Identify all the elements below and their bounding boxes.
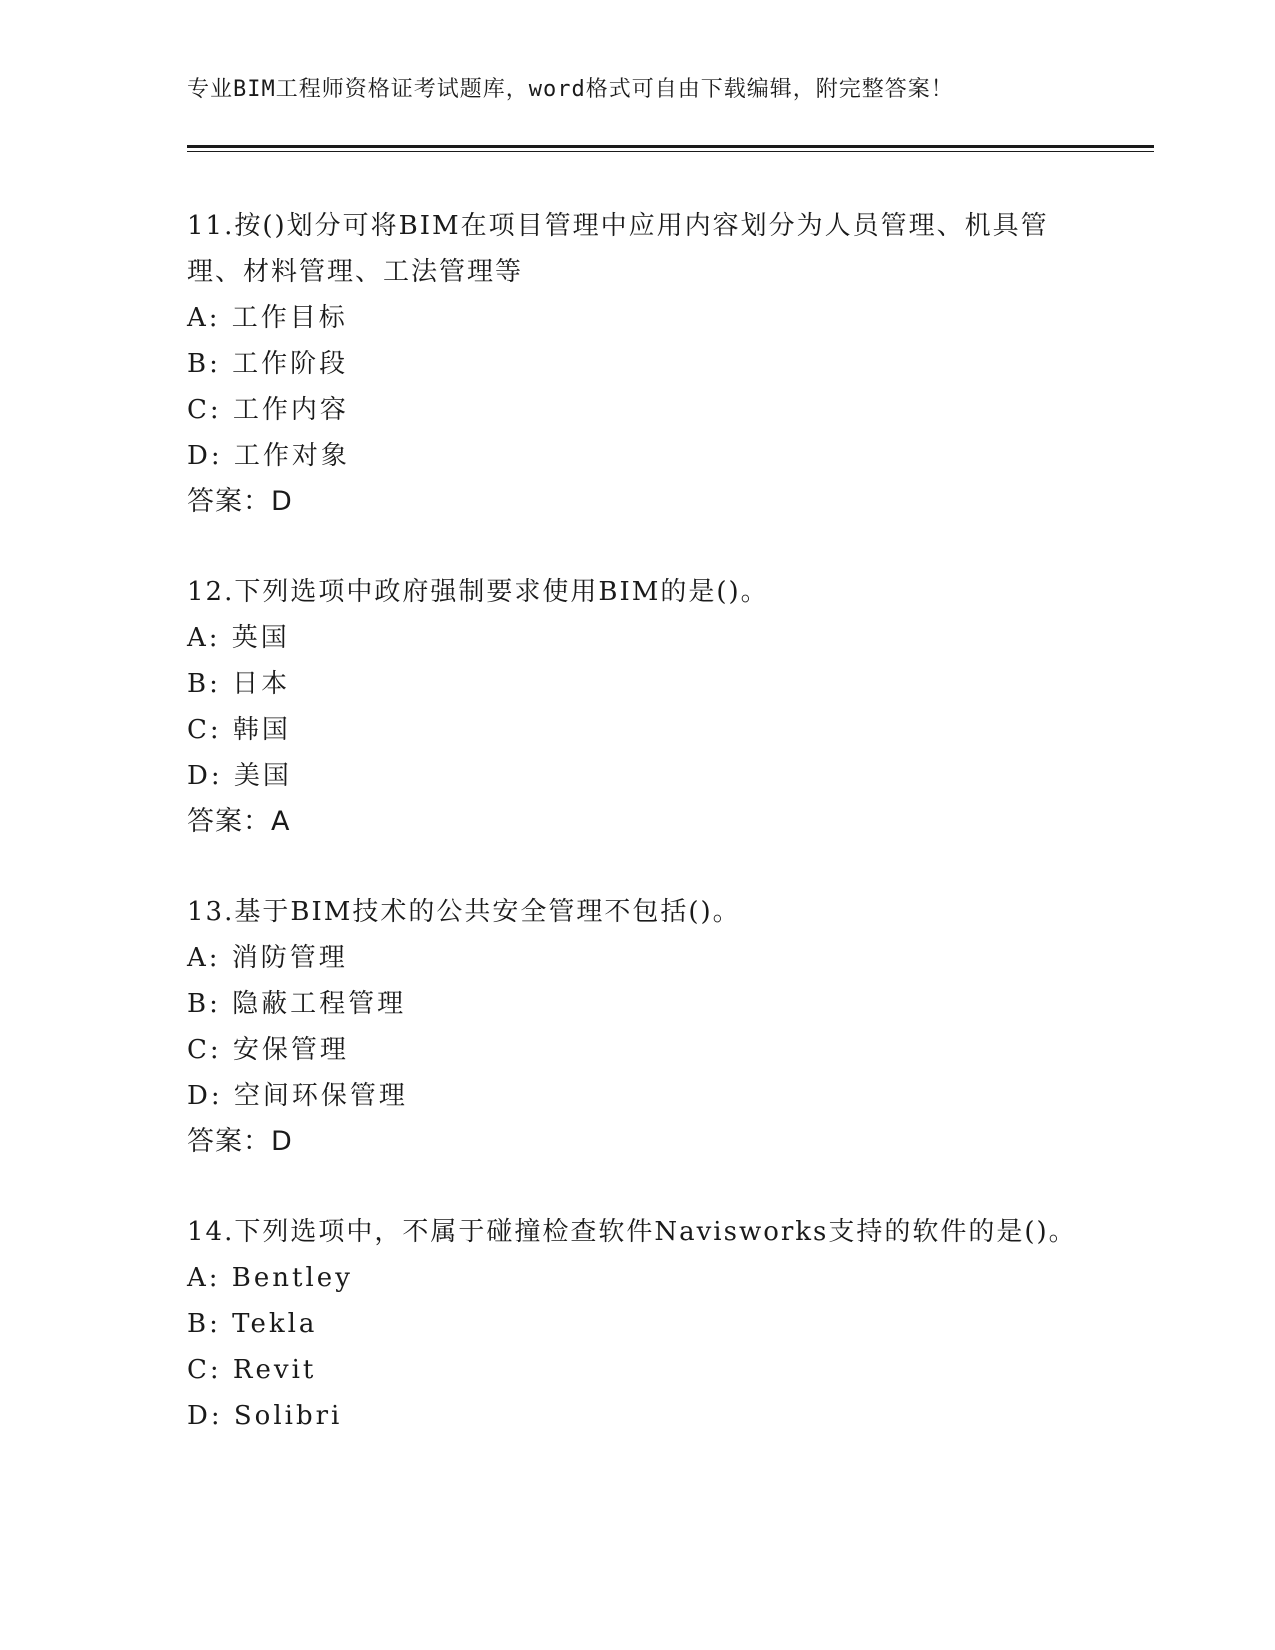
question-text: 11.按()划分可将BIM在项目管理中应用内容划分为人员管理、机具管理、材料管理、工法管理等 (187, 211, 1049, 287)
question-11 (187, 203, 1077, 525)
question-14 (187, 1209, 1077, 1439)
option-b: B: Tekla (187, 1309, 318, 1339)
header-divider-thin (187, 151, 1154, 152)
answer-label: 答案：D (187, 1126, 293, 1157)
option-b: B: 日本 (187, 669, 291, 699)
option-d: D: 空间环保管理 (187, 1081, 408, 1111)
option-c: C: 韩国 (187, 715, 291, 745)
option-b: B: 隐蔽工程管理 (187, 989, 407, 1019)
option-d: D: 工作对象 (187, 441, 350, 471)
option-a: A: 消防管理 (187, 943, 348, 973)
question-text: 14.下列选项中，不属于碰撞检查软件Navisworks支持的软件的是()。 (187, 1217, 1077, 1247)
question-text: 12.下列选项中政府强制要求使用BIM的是()。 (187, 577, 769, 607)
option-c: C: Revit (187, 1355, 317, 1385)
header-divider-thick (187, 145, 1154, 148)
option-c: C: 安保管理 (187, 1035, 349, 1065)
option-a: A: Bentley (187, 1263, 353, 1293)
option-d: D: 美国 (187, 761, 292, 791)
option-c: C: 工作内容 (187, 395, 349, 425)
option-d: D: Solibri (187, 1401, 343, 1431)
answer-label: 答案：A (187, 806, 291, 837)
option-b: B: 工作阶段 (187, 349, 349, 379)
page-header: 专业BIM工程师资格证考试题库，word格式可自由下载编辑，附完整答案！ (187, 77, 954, 102)
question-13 (187, 889, 1077, 1165)
question-list (187, 203, 1077, 1483)
answer-label: 答案：D (187, 486, 293, 517)
option-a: A: 英国 (187, 623, 290, 653)
option-a: A: 工作目标 (187, 303, 348, 333)
question-text: 13.基于BIM技术的公共安全管理不包括()。 (187, 897, 741, 927)
question-12 (187, 569, 1077, 845)
